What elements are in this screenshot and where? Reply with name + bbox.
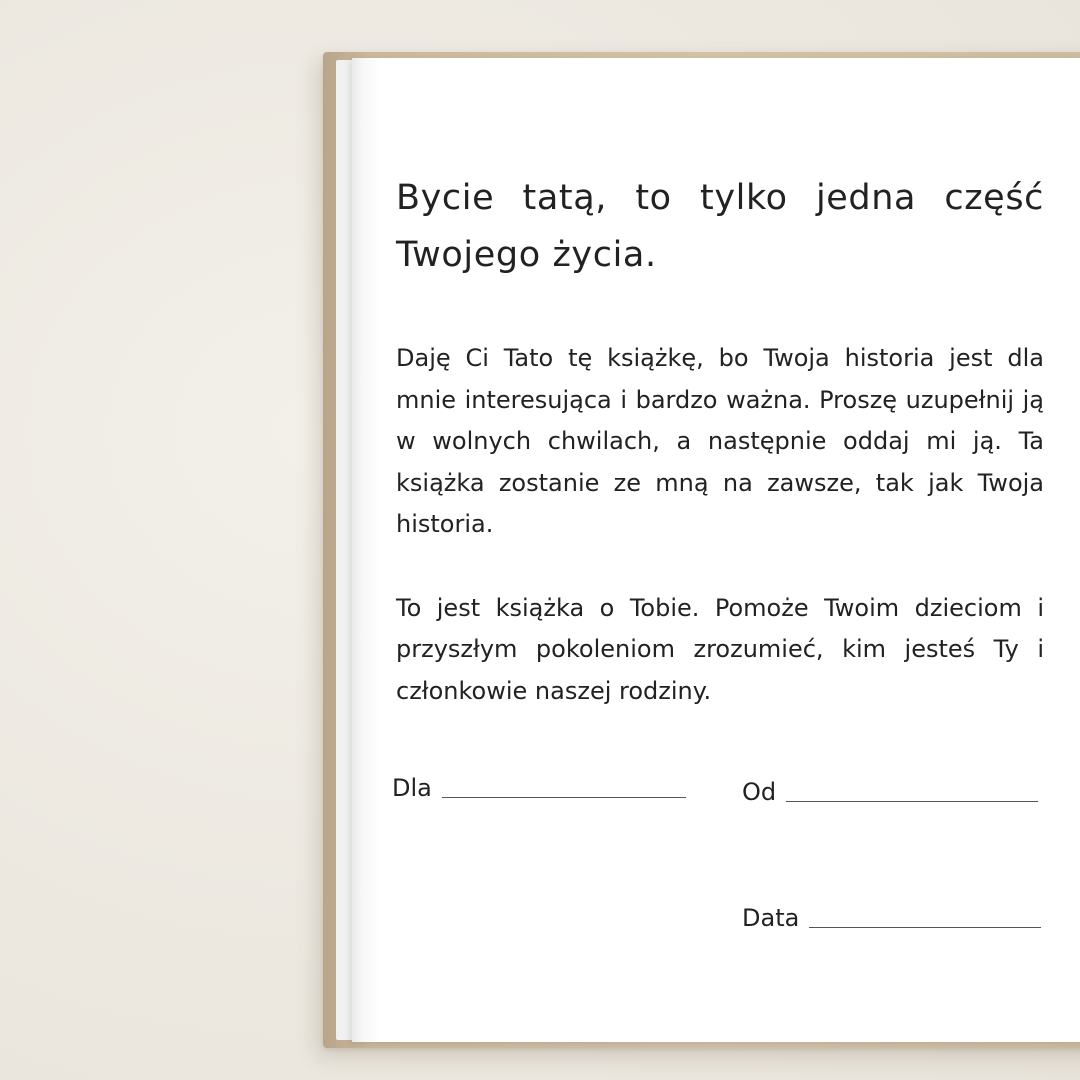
from-label: Od — [742, 778, 777, 806]
from-fill-line — [786, 800, 1038, 802]
date-fill-line — [809, 926, 1041, 928]
for-label: Dla — [392, 774, 432, 802]
page-headline: Bycie tatą, to tylko jedna część Twojego życia. — [396, 178, 1044, 275]
intro-paragraph: Daję Ci Tato tę książkę, bo Twoja historia jest dla mnie interesująca i bardzo ważna. Proszę uzupełnij ją w wolnych chwilach, a następnie oddaj mi ją. Ta książka zostanie ze mną na zawsze, tak jak Twoja historia. — [396, 344, 1044, 538]
date-label: Data — [742, 904, 800, 932]
for-fill-line — [442, 796, 686, 798]
date-field — [742, 906, 1041, 930]
for-field — [392, 776, 686, 800]
book-page — [352, 58, 1080, 1042]
about-paragraph: To jest książka o Tobie. Pomoże Twoim dzieciom i przyszłym pokoleniom zrozumieć, kim jesteś Ty i członkowie naszej rodziny. — [396, 593, 1044, 705]
from-field — [742, 780, 1038, 804]
page-content — [396, 170, 1044, 712]
